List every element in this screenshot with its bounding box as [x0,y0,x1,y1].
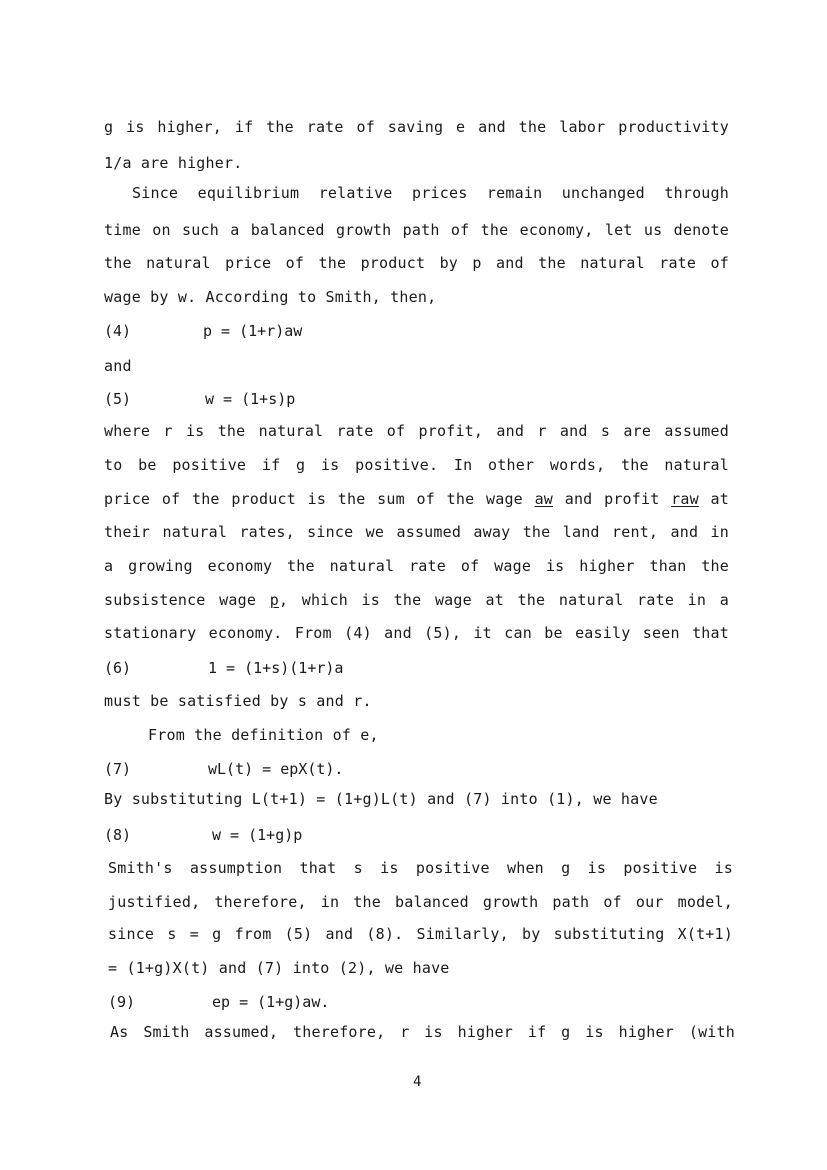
text-line: g is higher, if the rate of saving e and the labor productivity [104,118,729,136]
page-number: 4 [413,1074,422,1090]
equation-body: 1 = (1+s)(1+r)a [208,659,344,677]
text-line: time on such a balanced growth path of the economy, let us denote [104,221,729,239]
equation-body: ep = (1+g)aw. [212,993,330,1011]
equation-body: wL(t) = epX(t). [208,760,344,778]
text-line: and [104,357,132,375]
text-segment: and profit [553,490,672,508]
text-line: Smith's assumption that s is positive when g is positive is [108,859,733,877]
text-line: wage by w. According to Smith, then, [104,288,437,306]
text-line: As Smith assumed, therefore, r is higher if g is higher (with [110,1023,735,1041]
text-line: to be positive if g is positive. In other words, the natural [104,456,729,474]
text-line: Since equilibrium relative prices remain unchanged through [132,184,729,202]
text-line: From the definition of e, [148,726,379,744]
text-line: their natural rates, since we assumed away the land rent, and in [104,523,729,541]
equation-label: (9) [108,993,136,1011]
text-line: By substituting L(t+1) = (1+g)L(t) and (7) into (1), we have [104,790,658,808]
text-segment: price of the product is the sum of the wage [104,490,535,508]
equation-label: (6) [104,659,132,677]
equation-body: p = (1+r)aw [203,322,303,340]
text-segment: , which is the wage at the natural rate in a [278,591,729,609]
equation-body: w = (1+g)p [212,826,303,844]
equation-label: (7) [104,760,132,778]
underlined-term: aw [534,490,554,508]
underlined-term: raw [671,490,699,508]
text-line: = (1+g)X(t) and (7) into (2), we have [108,959,450,977]
text-line [104,590,729,610]
text-line: 1/a are higher. [104,154,243,172]
equation-label: (5) [104,390,132,408]
text-line: since s = g from (5) and (8). Similarly, by substituting X(t+1) [108,925,733,943]
text-line: where r is the natural rate of profit, and r and s are assumed [104,422,729,440]
text-segment: at [698,490,729,508]
underlined-term: p [269,591,279,609]
text-line: a growing economy the natural rate of wage is higher than the [104,557,729,575]
text-segment: subsistence wage [104,591,270,609]
text-line [104,489,729,509]
text-line: the natural price of the product by p and the natural rate of [104,254,729,272]
equation-label: (4) [104,322,132,340]
text-line: must be satisfied by s and r. [104,692,372,710]
equation-label: (8) [104,826,132,844]
text-line: justified, therefore, in the balanced growth path of our model, [108,893,733,911]
equation-body: w = (1+s)p [205,390,296,408]
text-line: stationary economy. From (4) and (5), it can be easily seen that [104,624,729,642]
